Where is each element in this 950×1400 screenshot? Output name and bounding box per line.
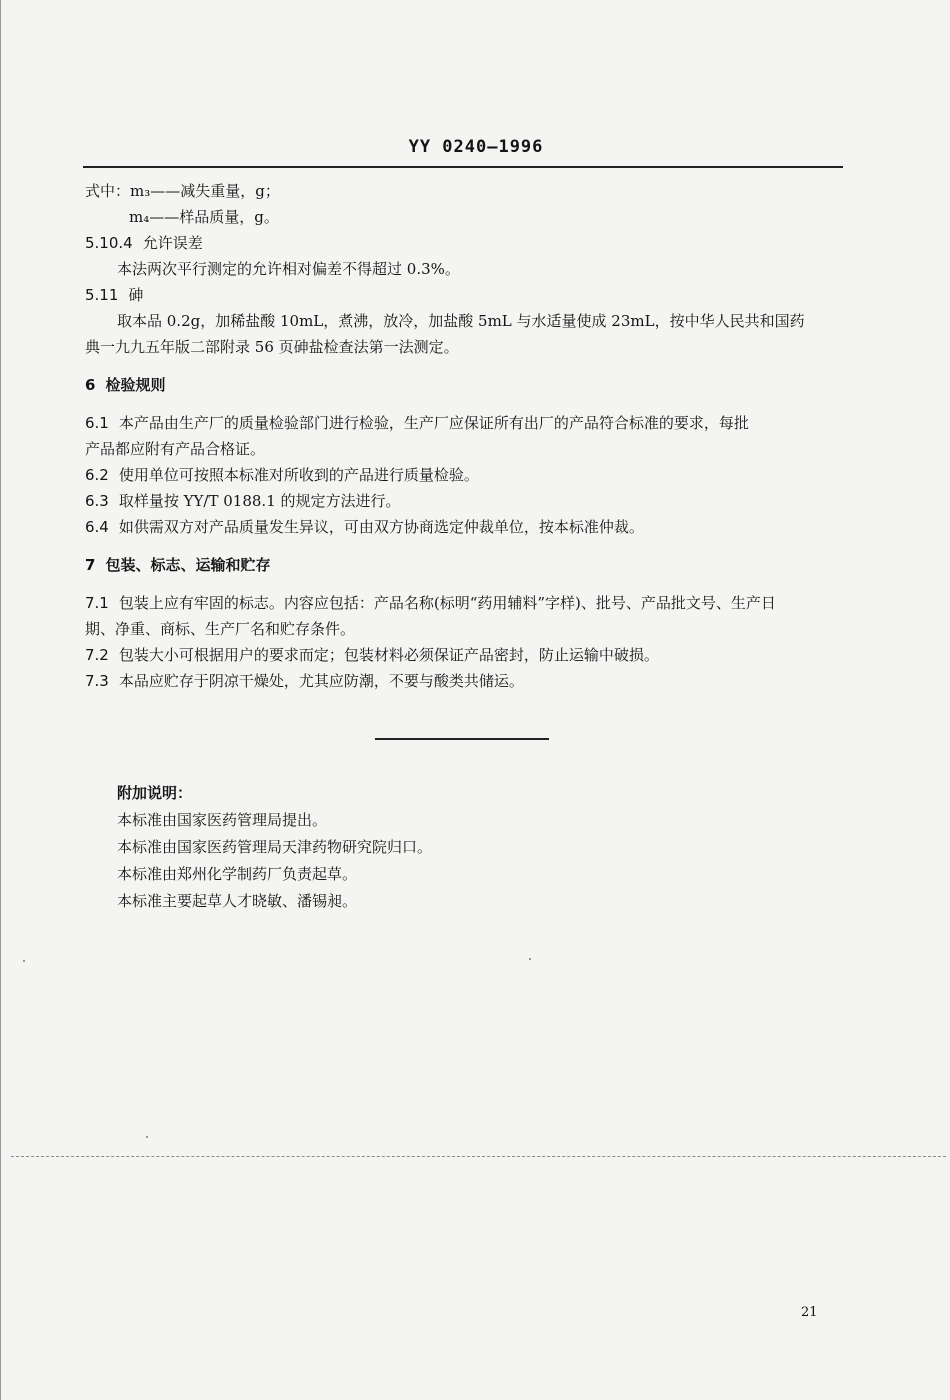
scan-speck xyxy=(529,958,531,960)
clause-5-11-heading xyxy=(85,282,845,308)
clause-number: 6.3 xyxy=(85,492,109,510)
clause-number: 6.1 xyxy=(85,414,109,432)
main-text xyxy=(85,178,845,694)
clause-5-11-text-line2: 典一九九五年版二部附录 56 页砷盐检查法第一法测定。 xyxy=(85,338,459,356)
clause-title: 允许误差 xyxy=(142,234,203,252)
section-number: 7 xyxy=(85,556,96,574)
formula-legend-m4: m₄——样品质量，g。 xyxy=(129,208,279,226)
clause-7-1-line1 xyxy=(85,590,845,616)
clause-text: 本品应贮存于阴凉干燥处，尤其应防潮，不要与酸类共储运。 xyxy=(118,672,524,690)
clause-7-3 xyxy=(85,668,845,694)
clause-text: 本产品由生产厂的质量检验部门进行检验，生产厂应保证所有出厂的产品符合标准的要求，每批 xyxy=(118,414,749,432)
clause-5-10-4-heading xyxy=(85,230,845,256)
section-number: 6 xyxy=(85,376,96,394)
scan-speck xyxy=(23,960,25,962)
clause-number: 6.4 xyxy=(85,518,109,536)
clause-7-2 xyxy=(85,642,845,668)
clause-number: 7.3 xyxy=(85,672,109,690)
scan-artifact-line xyxy=(11,1156,946,1157)
clause-6-1-line2: 产品都应附有产品合格证。 xyxy=(85,440,266,458)
clause-title: 砷 xyxy=(128,286,144,304)
clause-number: 7.1 xyxy=(85,594,109,612)
formula-legend-m3: 式中：m₃——减失重量，g； xyxy=(85,182,280,200)
clause-text: 取样量按 YY/T 0188.1 的规定方法进行。 xyxy=(118,492,401,510)
clause-number: 5.11 xyxy=(85,286,119,304)
clause-text: 包装大小可根据用户的要求而定；包装材料必须保证产品密封，防止运输中破损。 xyxy=(118,646,659,664)
section-title: 检验规则 xyxy=(105,376,166,394)
header-rule xyxy=(83,166,843,168)
clause-text: 包装上应有牢固的标志。内容应包括：产品名称(标明“药用辅料”字样)、批号、产品批文号、生产日 xyxy=(118,594,776,612)
clause-number: 6.2 xyxy=(85,466,109,484)
page-number: 21 xyxy=(801,1305,818,1320)
notes-title: 附加说明： xyxy=(117,784,193,802)
additional-notes xyxy=(117,780,717,915)
clause-6-4 xyxy=(85,514,845,540)
notes-line: 本标准由郑州化学制药厂负责起草。 xyxy=(117,865,358,883)
notes-line: 本标准主要起草人才晓敏、潘锡昶。 xyxy=(117,892,358,910)
clause-text: 如供需双方对产品质量发生异议，可由双方协商选定仲裁单位，按本标准仲裁。 xyxy=(118,518,644,536)
scan-speck xyxy=(146,1136,148,1138)
section-6-heading xyxy=(85,372,845,398)
clause-7-1-line2: 期、净重、商标、生产厂名和贮存条件。 xyxy=(85,620,356,638)
clause-6-2 xyxy=(85,462,845,488)
clause-text: 使用单位可按照本标准对所收到的产品进行质量检验。 xyxy=(118,466,479,484)
notes-line: 本标准由国家医药管理局天津药物研究院归口。 xyxy=(117,838,433,856)
clause-number: 5.10.4 xyxy=(85,234,133,252)
clause-number: 7.2 xyxy=(85,646,109,664)
section-7-heading xyxy=(85,552,845,578)
section-title: 包装、标志、运输和贮存 xyxy=(105,556,271,574)
end-of-text-rule xyxy=(375,738,549,740)
notes-line: 本标准由国家医药管理局提出。 xyxy=(117,811,328,829)
clause-6-1-line1 xyxy=(85,410,845,436)
clause-5-10-4-text: 本法两次平行测定的允许相对偏差不得超过 0.3%。 xyxy=(117,260,460,278)
clause-6-3 xyxy=(85,488,845,514)
standard-code-header: YY 0240—1996 xyxy=(408,137,544,157)
clause-5-11-text-line1: 取本品 0.2g，加稀盐酸 10mL，煮沸，放冷，加盐酸 5mL 与水适量使成 23mL，按中华人民共和国药 xyxy=(117,312,805,330)
